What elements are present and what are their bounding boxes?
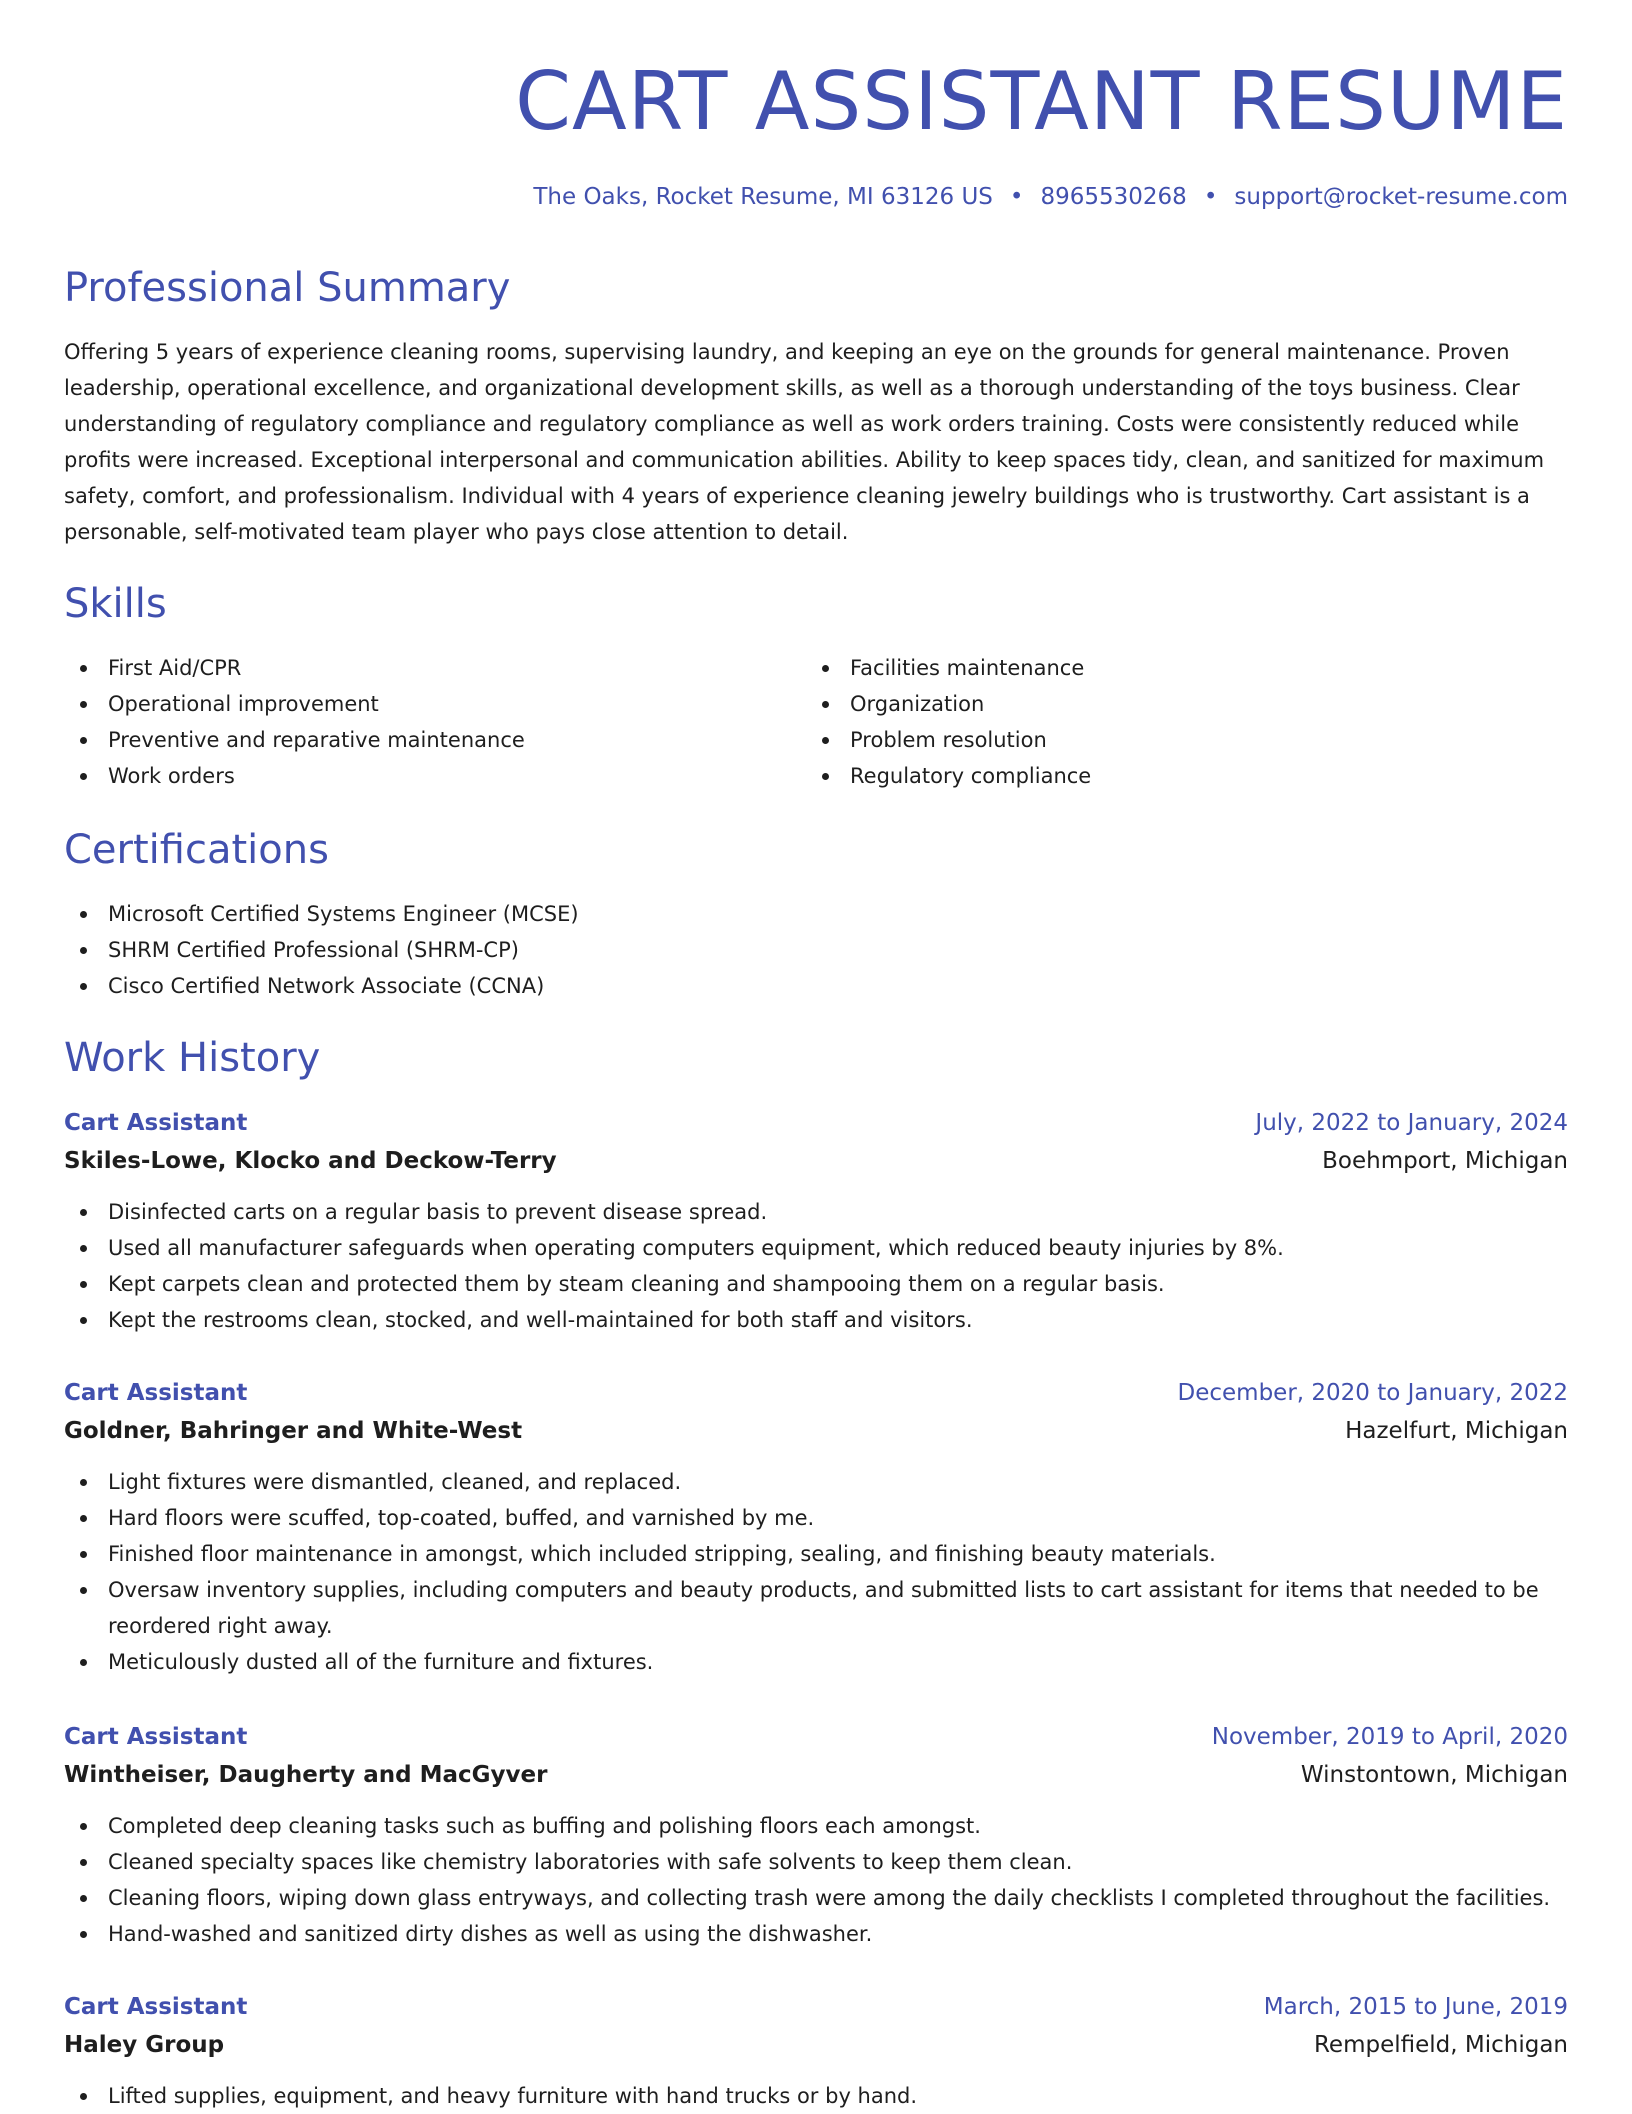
company-name: Skiles-Lowe, Klocko and Deckow-Terry bbox=[64, 1148, 557, 1174]
skill-item: Organization bbox=[806, 686, 1506, 722]
duty-item: Meticulously dusted all of the furniture and fixtures. bbox=[64, 1644, 1568, 1680]
certification-item: Microsoft Certified Systems Engineer (MCSE) bbox=[64, 896, 1568, 932]
job-duties bbox=[64, 1808, 1568, 1952]
job-duties bbox=[64, 1464, 1568, 1680]
job-entry bbox=[64, 1104, 1568, 1338]
work-history-heading: Work History bbox=[64, 1035, 321, 1081]
duty-item: Cleaning floors, wiping down glass entryways, and collecting trash were among the daily checklists I completed throughout the facilities. bbox=[64, 1880, 1568, 1916]
skill-item: Work orders bbox=[64, 758, 764, 794]
company-name: Haley Group bbox=[64, 2032, 225, 2058]
job-dates: November, 2019 to April, 2020 bbox=[1211, 1724, 1568, 1750]
job-duties bbox=[64, 1194, 1568, 1338]
job-duties bbox=[64, 2078, 1568, 2114]
job-title: Cart Assistant bbox=[64, 1380, 248, 1406]
job-location: Boehmport, Michigan bbox=[1322, 1148, 1568, 1174]
job-title: Cart Assistant bbox=[64, 1994, 248, 2020]
skill-item: First Aid/CPR bbox=[64, 650, 764, 686]
duty-item: Oversaw inventory supplies, including computers and beauty products, and submitted lists to cart assistant for items that needed to be reordered right away. bbox=[64, 1572, 1568, 1644]
skills-heading: Skills bbox=[64, 581, 167, 627]
skills-list-right bbox=[806, 650, 1506, 794]
job-entry bbox=[64, 1718, 1568, 1952]
certifications-heading: Certifications bbox=[64, 827, 329, 873]
job-location: Winstontown, Michigan bbox=[1300, 1762, 1568, 1788]
duty-item: Kept the restrooms clean, stocked, and well-maintained for both staff and visitors. bbox=[64, 1302, 1568, 1338]
job-dates: July, 2022 to January, 2024 bbox=[1255, 1110, 1568, 1136]
duty-item: Light fixtures were dismantled, cleaned, and replaced. bbox=[64, 1464, 1568, 1500]
job-entry bbox=[64, 1988, 1568, 2114]
job-dates: December, 2020 to January, 2022 bbox=[1177, 1380, 1568, 1406]
job-entry bbox=[64, 1374, 1568, 1680]
duty-item: Completed deep cleaning tasks such as buffing and polishing floors each amongst. bbox=[64, 1808, 1568, 1844]
job-title: Cart Assistant bbox=[64, 1110, 248, 1136]
duty-item: Finished floor maintenance in amongst, which included stripping, sealing, and finishing beauty materials. bbox=[64, 1536, 1568, 1572]
summary-text: Offering 5 years of experience cleaning rooms, supervising laundry, and keeping an eye on the grounds for general maintenance. Proven leadership, operational excellence, and organizational development skills, as well as a thorough understanding of the toys business. Clear understanding of regulatory compliance and regulatory compliance as well as work orders training. Costs were consistently reduced while profits were increased. Exceptional interpersonal and communication abilities. Ability to keep spaces tidy, clean, and sanitized for maximum safety, comfort, and professionalism. Individual with 4 years of experience cleaning jewelry buildings who is trustworthy. Cart assistant is a personable, self-motivated team player who pays close attention to detail. bbox=[64, 340, 1545, 544]
job-location: Hazelfurt, Michigan bbox=[1345, 1418, 1568, 1444]
duty-item: Cleaned specialty spaces like chemistry laboratories with safe solvents to keep them clean. bbox=[64, 1844, 1568, 1880]
summary-heading: Professional Summary bbox=[64, 265, 511, 311]
skill-item: Preventive and reparative maintenance bbox=[64, 722, 764, 758]
contact-separator: • bbox=[1009, 184, 1024, 210]
job-title: Cart Assistant bbox=[64, 1724, 248, 1750]
duty-item: Hard floors were scuffed, top-coated, buffed, and varnished by me. bbox=[64, 1500, 1568, 1536]
resume-title: CART ASSISTANT RESUME bbox=[515, 55, 1568, 148]
duty-item: Lifted supplies, equipment, and heavy furniture with hand trucks or by hand. bbox=[64, 2078, 1568, 2114]
skill-item: Problem resolution bbox=[806, 722, 1506, 758]
certification-item: SHRM Certified Professional (SHRM-CP) bbox=[64, 932, 1568, 968]
company-name: Wintheiser, Daugherty and MacGyver bbox=[64, 1762, 548, 1788]
certifications-list bbox=[64, 896, 1568, 1004]
contact-address: The Oaks, Rocket Resume, MI 63126 US bbox=[533, 184, 993, 210]
duty-item: Disinfected carts on a regular basis to prevent disease spread. bbox=[64, 1194, 1568, 1230]
contact-email: support@rocket-resume.com bbox=[1234, 184, 1568, 210]
skill-item: Facilities maintenance bbox=[806, 650, 1506, 686]
job-dates: March, 2015 to June, 2019 bbox=[1263, 1994, 1568, 2020]
skills-list-left bbox=[64, 650, 764, 794]
duty-item: Used all manufacturer safeguards when operating computers equipment, which reduced beauty injuries by 8%. bbox=[64, 1230, 1568, 1266]
certification-item: Cisco Certified Network Associate (CCNA) bbox=[64, 968, 1568, 1004]
contact-separator: • bbox=[1203, 184, 1218, 210]
company-name: Goldner, Bahringer and White-West bbox=[64, 1418, 523, 1444]
duty-item: Kept carpets clean and protected them by steam cleaning and shampooing them on a regular basis. bbox=[64, 1266, 1568, 1302]
duty-item: Hand-washed and sanitized dirty dishes as well as using the dishwasher. bbox=[64, 1916, 1568, 1952]
skill-item: Operational improvement bbox=[64, 686, 764, 722]
contact-phone: 8965530268 bbox=[1040, 184, 1187, 210]
job-location: Rempelfield, Michigan bbox=[1313, 2032, 1568, 2058]
contact-line bbox=[533, 180, 1568, 214]
skill-item: Regulatory compliance bbox=[806, 758, 1506, 794]
